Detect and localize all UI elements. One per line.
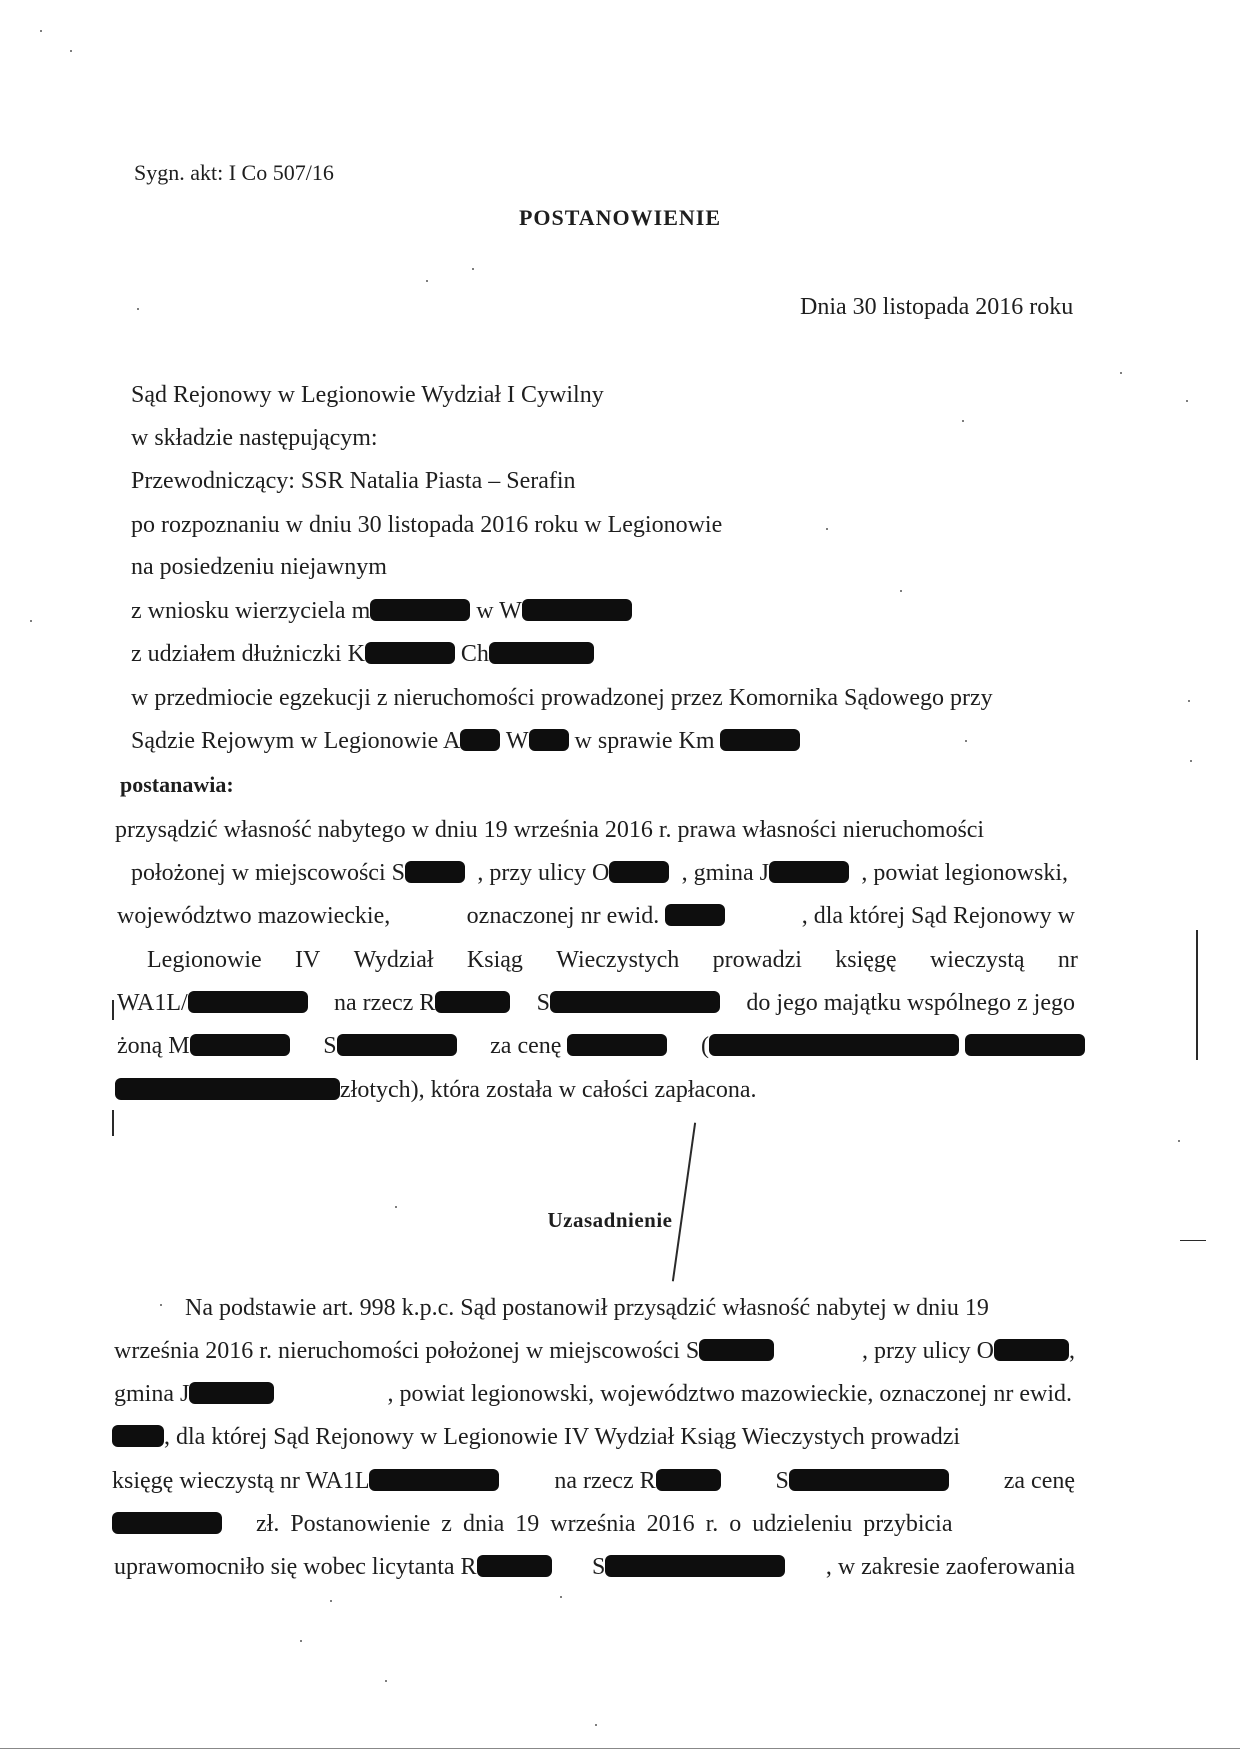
justification-7-b: S	[592, 1552, 785, 1582]
justification-line-1: Na podstawie art. 998 k.p.c. Sąd postanowił przysądzić własność nabytej w dniu 19	[185, 1295, 989, 1321]
redaction	[190, 1034, 290, 1056]
ruling-4-word: IV	[295, 947, 321, 973]
scan-margin-line	[112, 1000, 114, 1020]
scan-speck	[160, 1304, 162, 1306]
ruling-5-b: na rzecz R	[334, 988, 510, 1018]
redaction	[720, 729, 800, 751]
redaction	[567, 1034, 667, 1056]
redaction	[369, 1469, 499, 1491]
justification-5-c: S	[776, 1466, 949, 1496]
ruling-7-a: złotych), która została w całości zapłacona.	[340, 1077, 757, 1103]
redaction	[460, 729, 500, 751]
subject-line-2	[131, 726, 800, 756]
creditor-prefix: z wniosku wierzyciela m	[131, 598, 371, 624]
redaction	[489, 642, 594, 664]
redaction	[769, 861, 849, 883]
scan-margin-line	[672, 1123, 696, 1282]
ruling-2-a: położonej w miejscowości S	[131, 858, 465, 888]
hearing-info: po rozpoznaniu w dniu 30 listopada 2016 roku w Legionowie	[131, 512, 723, 538]
ruling-line-7	[115, 1075, 756, 1105]
ruling-4-word: księgę	[835, 947, 897, 973]
scan-speck	[965, 740, 967, 742]
justification-line-4	[112, 1422, 960, 1452]
redaction	[709, 1034, 959, 1056]
justification-5-d: za cenę	[1003, 1468, 1075, 1494]
justification-2-b: , przy ulicy O ,	[862, 1338, 1075, 1364]
justification-4-a: , dla której Sąd Rejonowy w Legionowie IV Wydział Ksiąg Wieczystych prowadzi	[164, 1424, 961, 1450]
scan-speck	[1188, 700, 1190, 702]
scan-margin-line	[0, 1748, 1240, 1749]
ruling-5-d: do jego majątku wspólnego z jego	[746, 990, 1075, 1016]
creditor-mid: w W	[476, 598, 522, 624]
scan-speck	[962, 420, 964, 422]
subject-line-1: w przedmiocie egzekucji z nieruchomości prowadzonej przez Komornika Sądowego przy	[131, 685, 993, 711]
court-name: Sąd Rejonowy w Legionowie Wydział I Cywilny	[131, 382, 604, 408]
redaction	[435, 991, 510, 1013]
debtor-mid: Ch	[460, 641, 489, 667]
redaction	[189, 1382, 274, 1404]
redaction	[789, 1469, 949, 1491]
scan-speck	[385, 1680, 387, 1682]
composition-label: w składzie następującym:	[131, 425, 378, 451]
redaction	[656, 1469, 721, 1491]
scan-speck	[826, 528, 828, 530]
justification-2-a: września 2016 r. nieruchomości położonej w miejscowości S	[114, 1336, 774, 1366]
ruling-4-word: prowadzi	[712, 947, 802, 973]
scan-speck	[1186, 400, 1188, 402]
scan-speck	[30, 620, 32, 622]
ruling-line-6	[117, 1031, 1085, 1061]
ruling-6-a: żoną M	[117, 1031, 290, 1061]
scan-speck	[70, 50, 72, 52]
redaction	[609, 861, 669, 883]
redaction	[370, 599, 470, 621]
scan-speck	[426, 280, 428, 282]
ruling-2-b: , przy ulicy O	[477, 858, 669, 888]
ruling-6-d: (	[701, 1031, 1085, 1061]
scan-margin-line	[1180, 1240, 1206, 1241]
redaction	[550, 991, 720, 1013]
redaction	[112, 1512, 222, 1534]
justification-line-5	[112, 1466, 1075, 1496]
document-date: Dnia 30 listopada 2016 roku	[800, 294, 1074, 320]
ruling-3-c: , dla której Sąd Rejonowy w	[801, 903, 1075, 929]
ruling-2-c: , gmina J	[682, 858, 849, 888]
justification-line-7	[114, 1552, 1075, 1582]
redaction	[477, 1555, 552, 1577]
ruling-6-b: S	[323, 1031, 456, 1061]
redaction	[365, 642, 455, 664]
case-reference: Sygn. akt: I Co 507/16	[134, 160, 334, 185]
scan-speck	[137, 308, 139, 310]
session-type: na posiedzeniu niejawnym	[131, 554, 387, 580]
decides-label: postanawia:	[120, 772, 234, 797]
ruling-line-3	[117, 901, 1075, 931]
justification-3-b: , powiat legionowski, województwo mazowieckie, oznaczonej nr ewid.	[387, 1381, 1072, 1407]
justification-6-a: zł. Postanowienie z dnia 19 września 2016 r. o udzieleniu przybicia	[256, 1511, 953, 1537]
justification-title: Uzasadnienie	[547, 1208, 673, 1232]
scan-margin-line	[112, 1110, 114, 1136]
ruling-5-c: S	[537, 988, 720, 1018]
ruling-4-word: Ksiąg	[466, 947, 523, 973]
scan-speck	[1190, 760, 1192, 762]
redaction	[965, 1034, 1085, 1056]
ruling-4-word: Wieczystych	[556, 947, 680, 973]
creditor-line	[131, 596, 632, 626]
ruling-6-c: za cenę	[490, 1031, 667, 1061]
justification-3-a: gmina J	[114, 1379, 274, 1409]
ruling-4-word: Wydział	[353, 947, 434, 973]
scan-speck	[300, 1640, 302, 1642]
redaction	[665, 904, 725, 926]
subject-2-a: Sądzie Rejowym w Legionowie A	[131, 728, 461, 754]
ruling-line-1: przysądzić własność nabytego w dniu 19 września 2016 r. prawa własności nieruchomości	[115, 817, 985, 843]
redaction	[605, 1555, 785, 1577]
subject-2-c: w sprawie Km	[574, 728, 715, 754]
scan-speck	[595, 1724, 597, 1726]
scan-speck	[472, 268, 474, 270]
justification-line-3	[114, 1379, 1072, 1409]
redaction	[337, 1034, 457, 1056]
chair-judge: Przewodniczący: SSR Natalia Piasta – Serafin	[131, 468, 576, 494]
ruling-5-a: WA1L/	[117, 988, 308, 1018]
ruling-3-b: oznaczonej nr ewid.	[467, 901, 726, 931]
ruling-4-word: wieczystą	[929, 947, 1025, 973]
redaction	[405, 861, 465, 883]
ruling-4-word: Legionowie	[147, 947, 262, 973]
justification-line-6	[112, 1509, 952, 1539]
ruling-2-d: , powiat legionowski,	[861, 860, 1068, 886]
ruling-line-2	[131, 858, 1068, 888]
ruling-3-a: województwo mazowieckie,	[117, 903, 391, 929]
scan-speck	[40, 30, 42, 32]
subject-2-b: W	[505, 728, 529, 754]
redaction	[112, 1425, 164, 1447]
redaction	[522, 599, 632, 621]
redaction	[994, 1339, 1069, 1361]
justification-5-b: na rzecz R	[554, 1466, 720, 1496]
justification-7-c: , w zakresie zaoferowania	[825, 1554, 1075, 1580]
ruling-line-5	[117, 988, 1075, 1018]
redaction	[529, 729, 569, 751]
scan-speck	[560, 1596, 562, 1598]
redaction	[699, 1339, 774, 1361]
redaction	[188, 991, 308, 1013]
scan-speck	[395, 1206, 397, 1208]
justification-line-2	[114, 1336, 1075, 1366]
document-title: POSTANOWIENIE	[518, 205, 722, 230]
scan-speck	[1178, 1140, 1180, 1142]
scan-speck	[900, 590, 902, 592]
ruling-line-4	[147, 945, 1078, 975]
redaction	[115, 1078, 340, 1100]
justification-7-a: uprawomocniło się wobec licytanta R	[114, 1552, 552, 1582]
ruling-4-word: nr	[1057, 947, 1078, 973]
debtor-prefix: z udziałem dłużniczki K	[131, 641, 365, 667]
justification-5-a: księgę wieczystą nr WA1L	[112, 1466, 499, 1496]
scan-margin-line	[1196, 930, 1198, 1060]
scan-speck	[1120, 372, 1122, 374]
debtor-line	[131, 639, 594, 669]
scan-speck	[330, 1600, 332, 1602]
